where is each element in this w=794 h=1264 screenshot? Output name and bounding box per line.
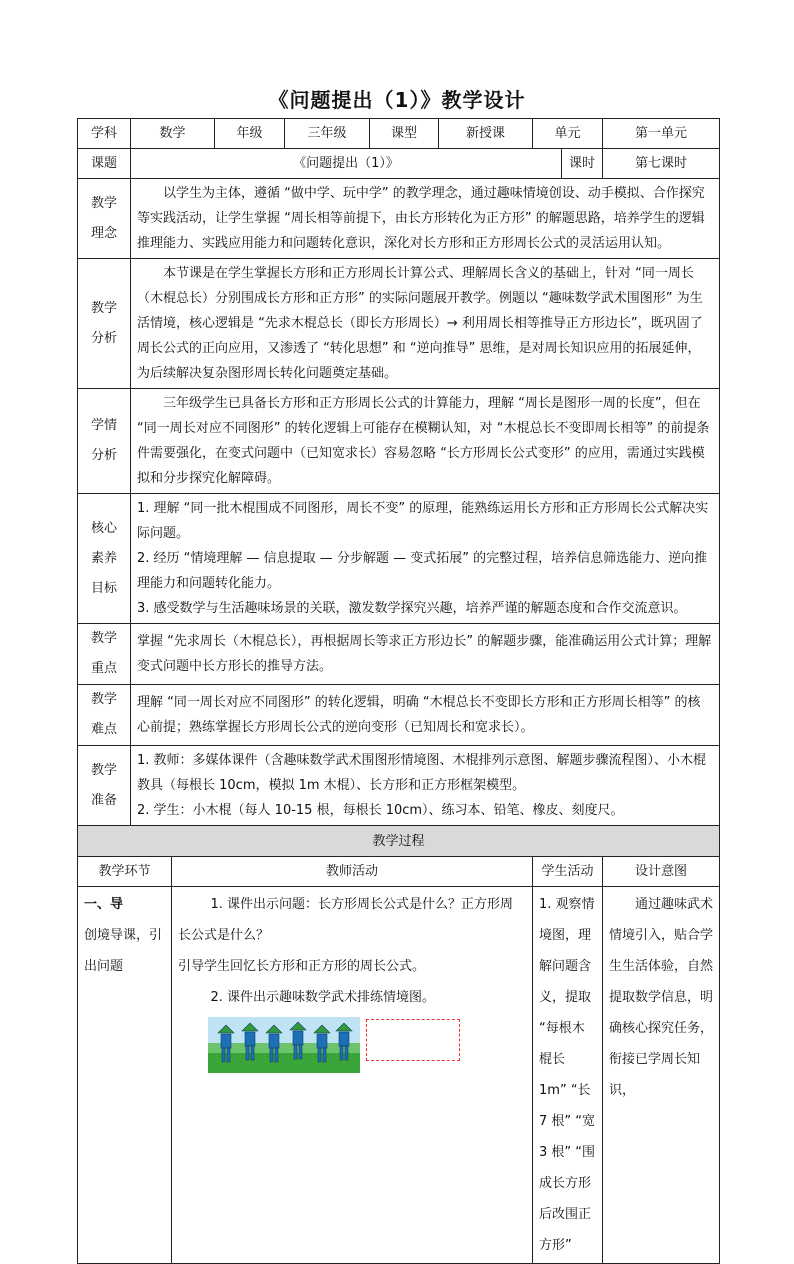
goals-row	[78, 494, 720, 624]
col-stage: 教学环节	[78, 857, 172, 887]
scene-figure	[208, 1017, 526, 1073]
teacher-step-1: 1. 课件出示问题：长方形周长公式是什么？正方形周长公式是什么？	[178, 897, 514, 943]
process-header-row	[78, 826, 720, 857]
info-row-1	[78, 119, 720, 149]
subject-value: 数学	[131, 119, 215, 149]
prep-item: 2. 学生：小木棍（每人 10-15 根，每根长 10cm）、练习本、铅笔、橡皮、刻度尺。	[137, 803, 624, 818]
process-header: 教学过程	[78, 826, 720, 857]
concept-text: 以学生为主体，遵循 “做中学、玩中学” 的教学理念，通过趣味情境创设、动手模拟、合作探究等实践活动，让学生掌握 “周长相等前提下，由长方形转化为正方形” 的解题思路，培养学生的逻辑推理能力、实践应用能力和问题转化意识，深化对长方形和正方形周长公式的灵活运用认知。	[131, 179, 720, 259]
info-row-2	[78, 149, 720, 179]
goal-item: 3. 感受数学与生活趣味场景的关联，激发数学探究兴趣，培养严谨的解题态度和合作交流意识。	[137, 601, 687, 616]
key-text: 掌握 “先求周长（木棍总长），再根据周长等求正方形边长” 的解题步骤，能准确运用公式计算；理解变式问题中长方形长的推导方法。	[131, 624, 720, 685]
teacher-step-2: 2. 课件出示趣味数学武术排练情境图。	[210, 990, 436, 1005]
unit-value: 第一单元	[603, 119, 720, 149]
topic-label: 课题	[78, 149, 131, 179]
analysis-text: 本节课是在学生掌握长方形和正方形周长计算公式、理解周长含义的基础上，针对 “同一周长（木棍总长）分别围成长方形和正方形” 的实际问题展开教学。例题以 “趣味数学武术围图形” 为生活情境，核心逻辑是 “先求木棍总长（即长方形周长）→ 利用周长相等推导正方形边长”，既巩固了周长公式的正向应用，又渗透了 “转化思想” 和 “逆向推导” 思维，是对周长知识应用的拓展延伸，为后续解决复杂图形周长转化问题奠定基础。	[131, 259, 720, 389]
concept-label: 教学 理念	[78, 179, 131, 259]
teacher-step-1b: 引导学生回忆长方形和正方形的周长公式。	[178, 959, 426, 974]
difficulty-row	[78, 685, 720, 746]
process-row-1	[78, 887, 720, 1264]
col-teacher: 教师活动	[172, 857, 533, 887]
martial-arts-scene-image	[208, 1017, 360, 1073]
col-intent: 设计意图	[603, 857, 720, 887]
subject-label: 学科	[78, 119, 131, 149]
prep-label: 教学 准备	[78, 746, 131, 826]
topic-value: 《问题提出（1）》	[131, 149, 562, 179]
intent-cell: 通过趣味武术情境引入，贴合学生生活体验，自然提取数学信息，明确核心探究任务，衔接已学周长知识，	[603, 887, 720, 1264]
process-columns-row	[78, 857, 720, 887]
unit-label: 单元	[533, 119, 603, 149]
goals-text	[131, 494, 720, 624]
grade-label: 年级	[215, 119, 285, 149]
analysis-row	[78, 259, 720, 389]
stage-cell	[78, 887, 172, 1264]
page-title: 《问题提出（1）》教学设计	[268, 88, 526, 112]
type-label: 课型	[370, 119, 439, 149]
key-label: 教学 重点	[78, 624, 131, 685]
lesson-plan-table	[77, 118, 720, 1264]
students-row	[78, 389, 720, 494]
goal-item: 2. 经历 “情境理解 — 信息提取 — 分步解题 — 变式拓展” 的完整过程，培养信息筛选能力、逆向推理能力和问题转化能力。	[137, 551, 708, 591]
stage-title: 一、导	[84, 897, 124, 912]
goal-item: 1. 理解 “同一批木棍围成不同图形，周长不变” 的原理，能熟练运用长方形和正方形周长公式解决实际问题。	[137, 501, 709, 541]
analysis-label: 教学 分析	[78, 259, 131, 389]
students-label: 学情 分析	[78, 389, 131, 494]
stage-text: 创境导课，引出问题	[84, 928, 163, 974]
goals-label: 核心 素养 目标	[78, 494, 131, 624]
student-cell: 1. 观察情境图，理解问题含义，提取 “每根木棍长 1m” “长 7 根” “宽 3 根” “围成长方形后改围正方形”	[533, 887, 603, 1264]
type-value: 新授课	[439, 119, 533, 149]
difficulty-label: 教学 难点	[78, 685, 131, 746]
dashed-placeholder-box	[366, 1019, 460, 1061]
key-row	[78, 624, 720, 685]
period-label: 课时	[562, 149, 603, 179]
grade-value: 三年级	[285, 119, 370, 149]
concept-row	[78, 179, 720, 259]
teacher-cell	[172, 887, 533, 1264]
col-student: 学生活动	[533, 857, 603, 887]
difficulty-text: 理解 “同一周长对应不同图形” 的转化逻辑，明确 “木棍总长不变即长方形和正方形周长相等” 的核心前提；熟练掌握长方形周长公式的逆向变形（已知周长和宽求长）。	[131, 685, 720, 746]
students-text: 三年级学生已具备长方形和正方形周长公式的计算能力，理解 “周长是图形一周的长度”，但在 “同一周长对应不同图形” 的转化逻辑上可能存在模糊认知，对 “木棍总长不变即周长相等” 的前提条件需要强化，在变式问题中（已知宽求长）容易忽略 “长方形周长公式变形” 的应用，需通过实践模拟和分步探究化解障碍。	[131, 389, 720, 494]
prep-item: 1. 教师：多媒体课件（含趣味数学武术围图形情境图、木棍排列示意图、解题步骤流程图）、小木棍教具（每根长 10cm，模拟 1m 木棍）、长方形和正方形框架模型。	[137, 753, 707, 793]
period-value: 第七课时	[603, 149, 720, 179]
prep-text	[131, 746, 720, 826]
prep-row	[78, 746, 720, 826]
